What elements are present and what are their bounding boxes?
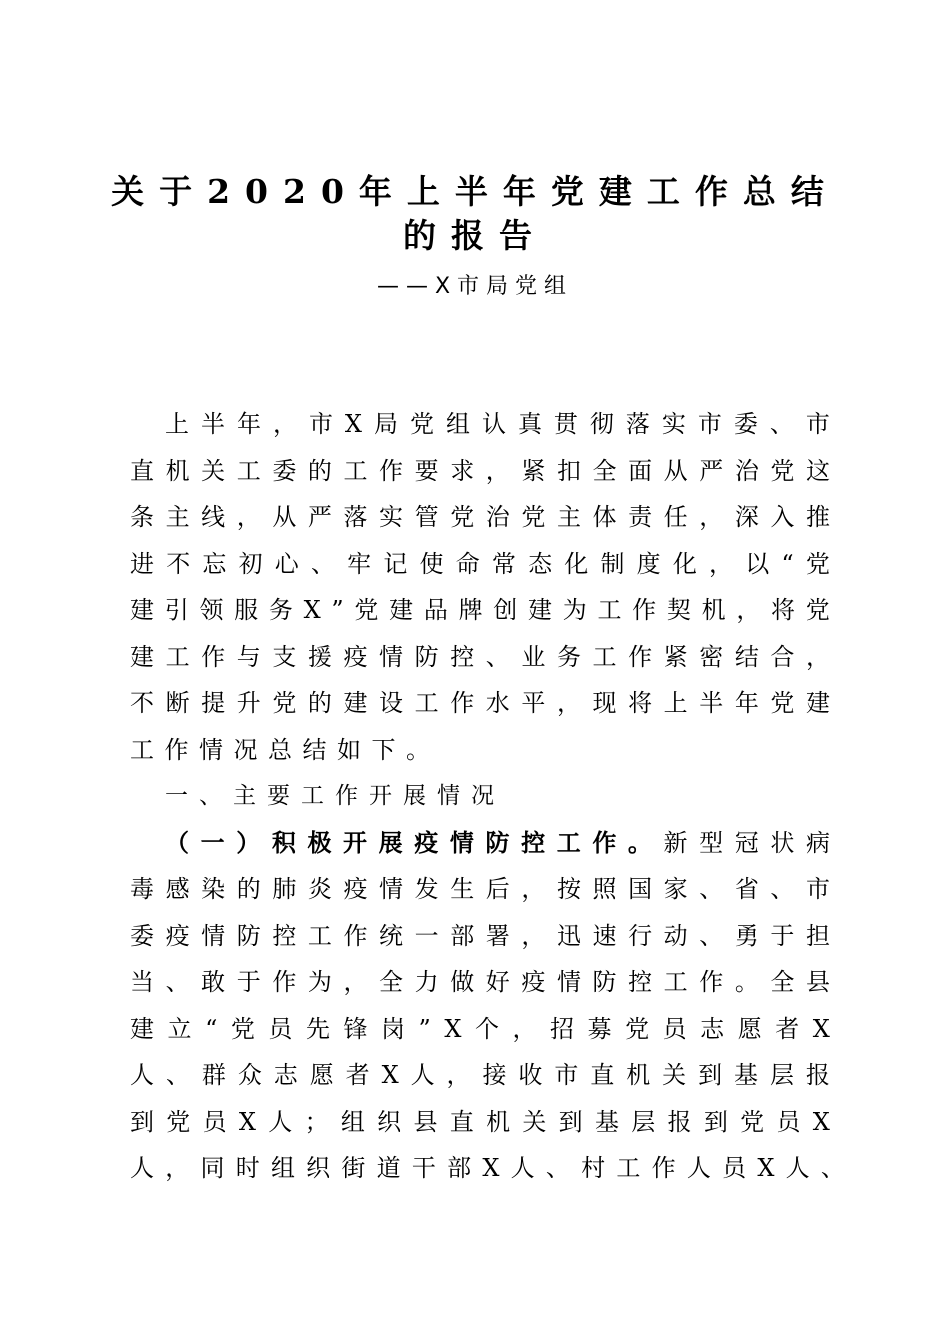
body-line: 进 不 忘 初 心 、 牢 记 使 命 常 态 化 制 度 化 ， 以 “ 党 xyxy=(130,549,830,578)
body-line: 不 断 提 升 党 的 建 设 工 作 水 平 ， 现 将 上 半 年 党 建 xyxy=(130,689,830,717)
body-line: 直 机 关 工 委 的 工 作 要 求 ， 紧 扣 全 面 从 严 治 党 这 xyxy=(130,456,830,485)
body-line: 条 主 线 ， 从 严 落 实 管 党 治 党 主 体 责 任 ， 深 入 推 xyxy=(130,503,830,531)
document-subtitle: ——X市局党组 xyxy=(376,274,574,299)
body-line: 建 立 “ 党 员 先 锋 岗 ” X 个 ， 招 募 党 员 志 愿 者 X xyxy=(130,1014,830,1043)
body-line: 上 半 年 ， 市 X 局 党 组 认 真 贯 彻 落 实 市 委 、 市 xyxy=(165,410,830,438)
body-line: 毒 感 染 的 肺 炎 疫 情 发 生 后 ， 按 照 国 家 、 省 、 市 xyxy=(130,875,830,903)
body-line: （ 一 ） 积 极 开 展 疫 情 防 控 工 作 。 新 型 冠 状 病 xyxy=(165,827,830,857)
body-line: 委 疫 情 防 控 工 作 统 一 部 署 ， 迅 速 行 动 、 勇 于 担 xyxy=(130,921,830,950)
body-line: 人 ， 同 时 组 织 街 道 干 部 X 人 、 村 工 作 人 员 X 人 、 xyxy=(130,1154,845,1182)
body-line: 建 工 作 与 支 援 疫 情 防 控 、 业 务 工 作 紧 密 结 合 ， xyxy=(130,642,830,671)
body-line: 到 党 员 X 人 ； 组 织 县 直 机 关 到 基 层 报 到 党 员 X xyxy=(130,1107,830,1136)
body-line: 一、主要工作开展情况 xyxy=(165,783,505,809)
document-title-line-1: 关于2020年上半年党建工作总结 xyxy=(111,172,839,211)
document-title-line-2: 的报告 xyxy=(403,216,547,255)
body-line: 建 引 领 服 务 X ” 党 建 品 牌 创 建 为 工 作 契 机 ， 将 党 xyxy=(130,596,830,624)
body-line: 当 、 敢 于 作 为 ， 全 力 做 好 疫 情 防 控 工 作 。 全 县 xyxy=(130,968,830,996)
body-line: 人 、 群 众 志 愿 者 X 人 ， 接 收 市 直 机 关 到 基 层 报 xyxy=(130,1061,830,1089)
body-line: 工作情况总结如下。 xyxy=(130,735,441,764)
